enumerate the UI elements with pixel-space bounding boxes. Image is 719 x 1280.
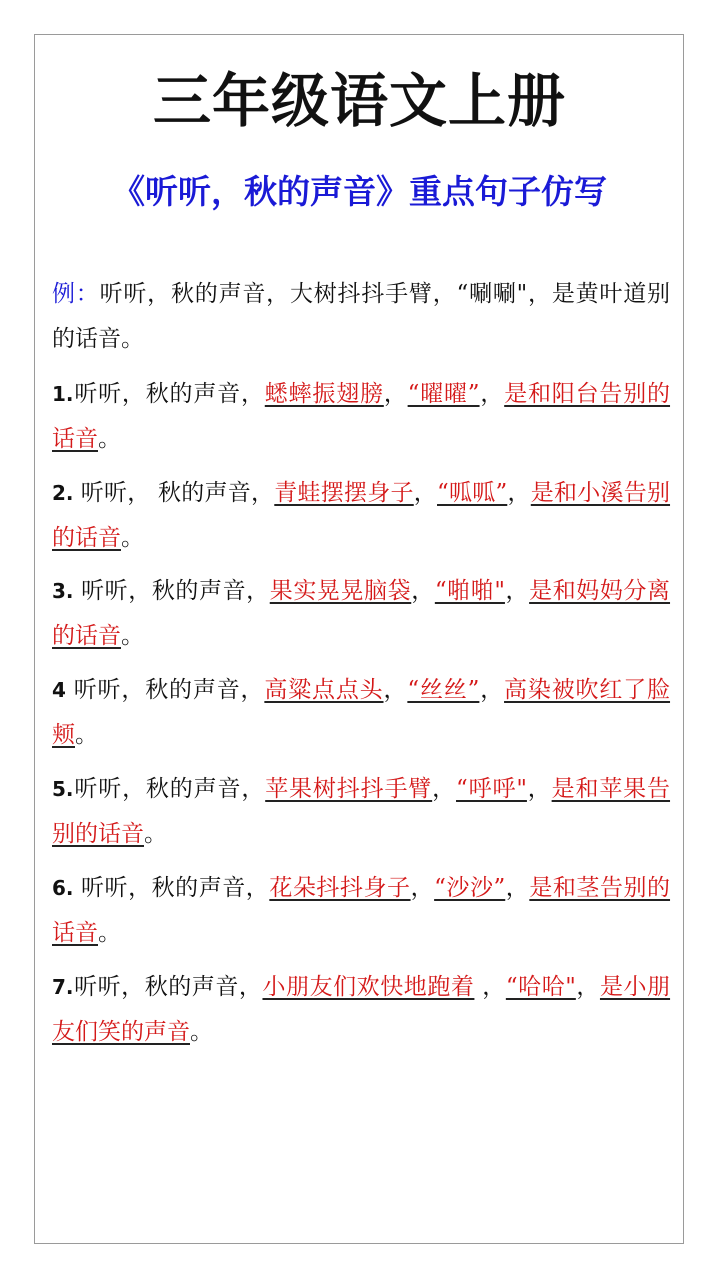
exercise-item-1	[52, 372, 670, 462]
item-separator: ，	[479, 677, 505, 703]
item-separator: ，	[410, 875, 435, 901]
page-subtitle: 《听听，秋的声音》重点句子仿写	[112, 172, 607, 211]
answer-subject: 小朋友们欢快地跑着	[262, 974, 475, 1000]
item-number: 5.	[52, 777, 74, 801]
answer-subject: 高粱点点头	[264, 677, 384, 703]
answer-sound: “曜曜”	[407, 381, 480, 407]
exercise-item-5	[52, 767, 670, 857]
answer-meaning: 是和苹果告别的话音	[52, 776, 671, 847]
answer-subject: 花朵抖抖身子	[269, 875, 411, 901]
item-separator: ，	[383, 677, 408, 703]
answer-sound: “丝丝”	[407, 677, 480, 703]
exercise-item-4	[52, 668, 670, 758]
item-separator: ，	[504, 578, 530, 604]
item-end: 。	[98, 920, 121, 946]
item-end: 。	[121, 623, 144, 649]
item-separator: ，	[507, 480, 531, 506]
item-number: 2.	[52, 481, 81, 505]
answer-meaning: 是和茎告别的话音	[52, 875, 671, 946]
item-lead: 听听，秋的声音，	[73, 677, 265, 703]
answer-meaning: 是和小溪告别的话音	[52, 480, 671, 551]
item-end: 。	[75, 722, 98, 748]
answer-subject: 果实晃晃脑袋	[269, 578, 412, 604]
item-separator: ，	[432, 776, 457, 802]
item-lead: 听听， 秋的声音，	[80, 480, 275, 506]
item-separator: ，	[413, 480, 438, 506]
example-text: 听听，秋的声音，大树抖抖手臂，“唰唰"，是黄叶道别的话音。	[52, 281, 670, 352]
item-separator: ，	[479, 381, 505, 407]
answer-subject: 苹果树抖抖手臂	[265, 776, 433, 802]
item-separator: ，	[526, 776, 552, 802]
item-end: 。	[121, 525, 144, 551]
answer-meaning: 是小朋友们笑的声音	[52, 974, 671, 1045]
exercise-item-3	[52, 569, 670, 659]
page-title: 三年级语文上册	[152, 67, 566, 135]
answer-sound: “哈哈"	[505, 974, 576, 1000]
exercise-item-2	[52, 471, 670, 561]
answer-subject: 青蛙摆摆身子	[274, 480, 414, 506]
example-sentence	[52, 272, 670, 362]
item-separator: ，	[505, 875, 530, 901]
item-number: 3.	[52, 579, 82, 603]
exercise-item-7	[52, 965, 670, 1055]
answer-sound: “呼呼"	[456, 776, 527, 802]
item-separator: ，	[411, 578, 435, 604]
item-end: 。	[98, 426, 121, 452]
item-lead: 听听，秋的声音，	[73, 776, 266, 802]
answer-sound: “沙沙”	[434, 875, 506, 901]
item-lead: 听听，秋的声音，	[73, 381, 265, 407]
item-lead: 听听，秋的声音，	[81, 875, 270, 901]
item-number: 4	[52, 678, 74, 702]
answer-sound: “呱呱”	[437, 480, 508, 506]
item-end: 。	[144, 821, 167, 847]
item-number: 7.	[52, 975, 74, 999]
item-separator: ，	[575, 974, 600, 1000]
example-label: 例：	[52, 281, 100, 307]
item-number: 6.	[52, 876, 82, 900]
answer-meaning: 是和阳台告别的话音	[52, 381, 671, 452]
item-number: 1.	[52, 382, 74, 406]
item-separator: ，	[474, 974, 506, 1000]
item-end: 。	[190, 1019, 213, 1045]
item-separator: ，	[383, 381, 408, 407]
exercise-item-6	[52, 866, 670, 956]
answer-meaning: 是和妈妈分离的话音	[52, 578, 671, 649]
item-lead: 听听，秋的声音，	[73, 974, 263, 1000]
answer-sound: “啪啪"	[434, 578, 505, 604]
answer-subject: 蟋蟀振翅膀	[264, 381, 384, 407]
answer-meaning: 高染被吹红了脸颊	[52, 677, 671, 748]
item-lead: 听听，秋的声音，	[81, 578, 270, 604]
